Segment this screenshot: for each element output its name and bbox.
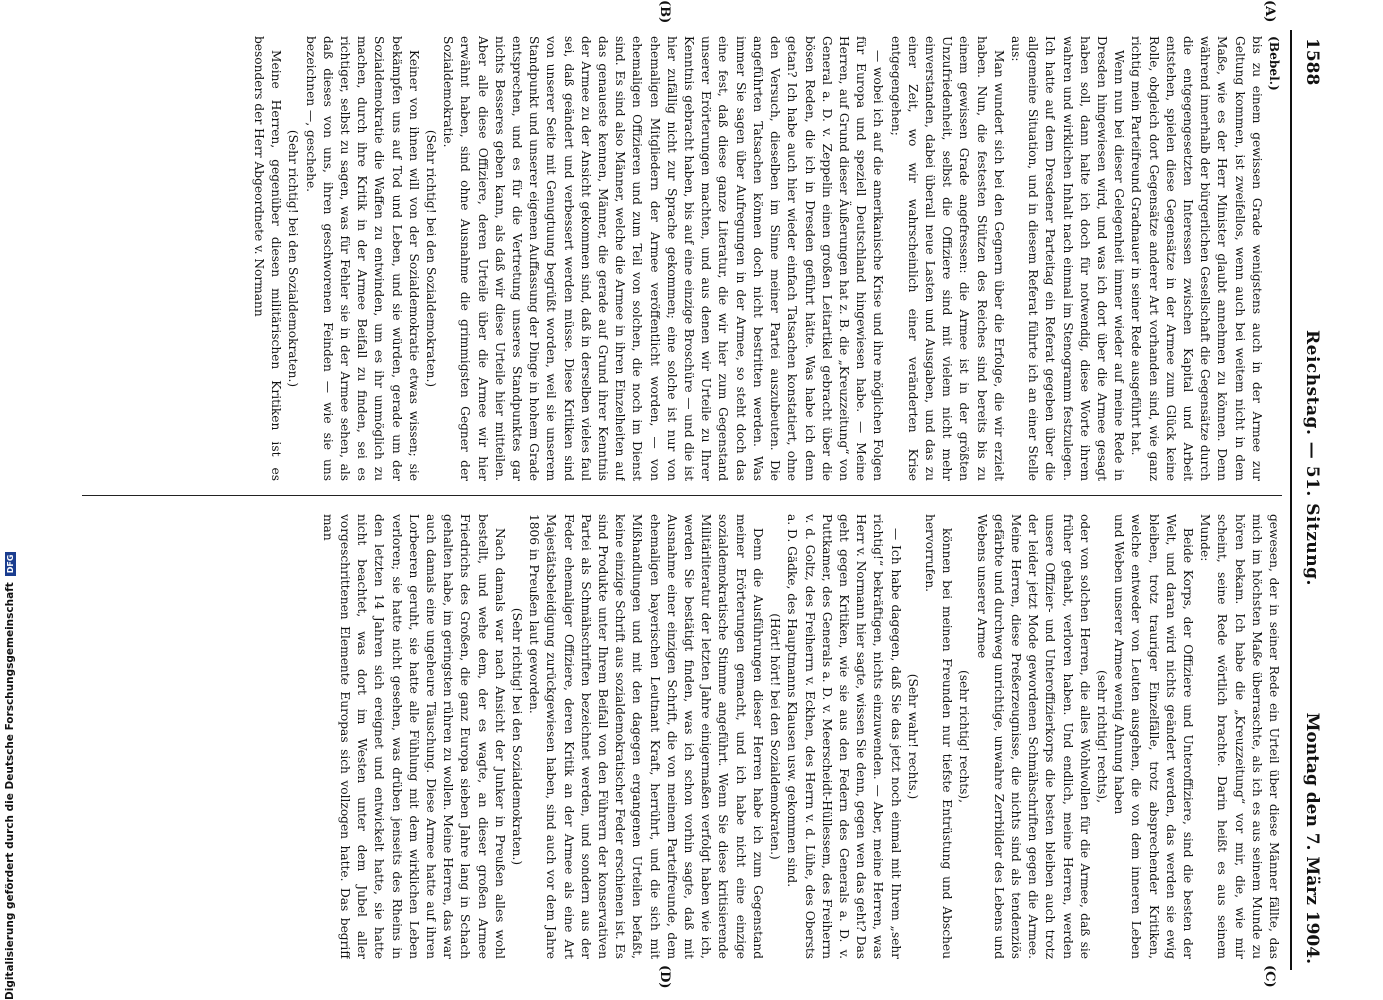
quoted-paragraph: oder von solchen Herren, die alles Wohlwollen für die Armee, daß sie früher gehabt, verloren haben. Und endlich, meine Herren, werden unsere Offizier- und Unteroffizierkorps die besten bleiben auch trotz der leider jetzt Mode gewordenen Schmähschriften gegen die Armee. Meine Herren, diese Preßerzeugnisse, die nichts sind als tendenziös gefärbte und durchweg unrichtige, unwahre Zerrbilder des Lebens und Webens unserer Armee [974, 514, 1092, 959]
interjection: (sehr richtig! rechts), [957, 669, 972, 804]
paragraph: Meine Herren, gegenüber diesen militärischen Kritiken ist es besonders der Herr Abgeordnete v. Normann [252, 36, 284, 481]
column-divider [82, 495, 1282, 496]
interjection: (Sehr richtig! bei den Sozialdemokraten.) [510, 607, 525, 866]
paragraph: Nach damals war nach Ansicht der Junker in Preußen alles wohl bestellt, und wehe dem, der es wagte, an dieser großen Armee Friedrichs des Großen, die ganz Europa sieben Jahre lang in Schach gehalten habe, im geringsten rühren zu wollen. Meine Herren, das war auch damals eine ungeheure Täuschung. Diese Armee hatte auf ihren Lorbeeren geruht, sie hatte alle Fühlung mit dem wirklichen Leben verloren; sie hatte nicht gesehen, was drüben jenseits des Rheins in den letzten 14 Jahren sich ereignet und entwickelt hatte, sie hatte nicht beachtet, was dort im Westen unter dem Jubel aller vorgeschrittenen Elemente Europas sich vollzogen hatte. Das begriff man [320, 514, 507, 959]
page-number: 1588 [1302, 38, 1322, 86]
left-column [72, 36, 1282, 481]
paragraph: Wenn nun bei dieser Gelegenheit immer wieder auf meine Rede in Dresden hingewiesen wird, und was ich dort über die Armee gesagt haben soll, dann halte ich doch für notwendig, diese Worte ihrem wahren und wirklichen Inhalt nach einmal im Stenogramm festzulegen. Ich hatte auf dem Dresdener Parteitag ein Referat gegeben über die allgemeine Situation, und in diesem Referat führte ich an einer Stelle aus: [1008, 36, 1127, 481]
margin-letter-d: (D) [657, 965, 672, 989]
session-title: Reichstag. — 51. Sitzung. [1302, 330, 1322, 586]
paragraph: — Ich habe dagegen, daß Sie das jetzt noch einmal mit Ihrem „sehr richtig!“ bekräftigen, nichts einzuwenden. — Aber, meine Herren, was Herr v. Normann hier sagte, wissen Sie denn, gegen wen das geht? Das geht gegen Kritiken, wie sie aus den Federn des Generals a. D. v. Puttkamer, des Generals a. D. v. Meerscheidt-Hüllessem, des Freiherrn v. d. Goltz, des Freiherrn v. Eckhen, des Herrn v. d. Lühe, des Obersts a. D. Gädke, des Hauptmanns Klausen usw. gekommen sind. [785, 514, 903, 959]
footer-credit-text: Digitalisierung gefördert durch die Deutsche Forschungsgemeinschaft [4, 582, 16, 1000]
quoted-paragraph: können bei meinen Freunden nur tiefste Entrüstung und Abscheu hervorrufen. [922, 514, 955, 959]
paragraph: gewesen, der in seiner Rede ein Urteil über diese Männer fällte, das mich im höchsten Maße überraschte, als ich es aus seinem Munde zu hören bekam. Ich habe die „Kreuzzeitung“ vor mir, die, wie mir scheint, seine Rede wörtlich brachte. Darin heißt es aus seinem Munde: [1198, 514, 1281, 959]
session-date: Montag den 7. März 1904. [1302, 712, 1322, 964]
paragraph: Keiner von ihnen will von der Sozialdemokratie etwas wissen; sie bekämpfen uns auf Tod und Leben, und sie würden, gerade um der Sozialdemokratie die Waffen zu entwinden, um es ihr unmöglich zu machen, durch ihre Kritik in der Armee Beifall zu finden, sei es richtiger, selbst zu sagen, was für Fehler sie in der Armee sehen, als daß dieses von uns, ihren geschworenen Feinden — wie sie uns bezeichnen —, geschehe. [303, 36, 421, 481]
speaker-name: (Bebel.) [1267, 36, 1281, 91]
margin-letter-a: (A) [1262, 0, 1277, 23]
paragraph: — wobei ich auf die amerikanische Krise und ihre möglichen Folgen für Europa und speziell Deutschland hingewiesen habe. — Meine Herren, auf Grund dieser Äußerungen hat z. B. die „Kreuzzeitung“ von General a. D. v. Zeppelin einen großen Leitartikel gebracht über die bösen Reden, die ich in Dresden geführt hätte. Was habe ich denn getan? Ich habe auch hier wieder einfach Tatsachen konstatiert, ohne den Versuch, dieselben im Sinne meiner Partei auszubeuten. Die angeführten Tatsachen können doch nicht bestritten werden. Was immer Sie sagen über Aufregungen in der Armee, so steht doch das eine fest, daß diese ganze Literatur, die wir hier zum Gegenstand unserer Erörterungen machten, und aus denen wir Urteile zu Ihrer Kenntnis gebracht haben, bis auf eine einzige Broschüre — und die ist hier zufällig nicht zur Sprache gekommen; eine solche ist nur von ehemaligen Mitgliedern der Armee veröffentlicht worden, — von ehemaligen Offizieren und zum Teil von solchen, die noch im Dienst sind. Es sind also Männer, welche die Armee in ihren Einzelheiten auf das genaueste kennen, Männer, die gerade auf Grund ihrer Kenntnis der Armee zu der Ansicht gekommen sind, daß in derselben vieles faul sei, daß geändert und verbessert werden müsse. Diese Kritiken sind von unserer Seite mit Genugtuung begrüßt worden, weil sie unserem Standpunkt und unserer eigenen Auffassung der Dinge in hohem Grade entsprechen, und es für die Vertretung unseres Standpunktes gar nichts Besseres geben kann, als daß wir diese Urteile hier mitteilen. Aber alle diese Offiziere, deren Urteile über die Armee wir hier erwähnt haben, sind ohne Ausnahme die grimmigsten Gegner der Sozialdemokratie. [441, 36, 886, 481]
quoted-paragraph: Man wundert sich bei den Gegnern über die Erfolge, die wir erzielt haben. Nun, die festesten Stützen des Reiches sind bereits bis zu einem gewissen Grade angefressen: die Armee ist in der größten Unzufriedenheit, selbst die Offiziere sind mit vielem nicht mehr einverstanden, dabei überall neue Lasten und Ausgaben, und das zu einer Zeit, wo wir wahrscheinlich einer veränderten Krise entgegengehen; [888, 36, 1006, 481]
interjection: (Hört! hört! bei den Sozialdemokraten.) [768, 613, 783, 860]
quoted-paragraph: Beide Korps, der Offiziere und Unteroffiziere, sind die besten der Welt, und daran wird nichts geändert werden, das werden sie ewig bleiben, trotz trauriger Einzelfälle, trotz absprechender Kritiken, welche entweder von Leuten ausgehen, die von dem inneren Leben und Weben unserer Armee wenig Ahnung haben [1112, 514, 1195, 959]
interjection: (Sehr richtig! bei den Sozialdemokraten.) [286, 129, 301, 388]
interjection: (sehr richtig! rechts), [1094, 669, 1109, 804]
header-rule [1290, 30, 1292, 970]
interjection: (Sehr wahr! rechts.) [905, 673, 920, 800]
margin-letter-b: (B) [657, 0, 672, 24]
margin-letter-c: (C) [1262, 965, 1277, 988]
paragraph: bis zu einem gewissen Grade wenigstens auch in der Armee zur Geltung kommen, ist zweifellos, wenn auch bei weitem nicht in dem Maße, wie es der Herr Minister glaubt annehmen zu können. Denn während innerhalb der bürgerlichen Gesellschaft die Gegensätze durch die entgegengesetzten Interessen zwischen Kapital und Arbeit entstehen, spielen diese Gegensätze in der Armee zum Glück keine Rolle, obgleich dort Gegensätze anderer Art vorhanden sind, wie ganz richtig mein Parteifreund Gradnauer in seiner Rede ausgeführt hat. [1129, 36, 1264, 481]
dfg-logo: DFG [5, 552, 16, 577]
right-column [72, 514, 1282, 959]
interjection: (Sehr richtig! bei den Sozialdemokraten.) [424, 129, 439, 388]
paragraph: Denn die Ausführungen dieser Herren habe ich zum Gegenstand meiner Erörterungen gemacht, und ich habe nicht eine einzige sozialdemokratische Stimme angeführt. Wenn Sie diese kritisierende Militärliteratur der letzten Jahre einigermaßen verfolgt haben wie ich, werden Sie bestätigt finden, was ich schon vorhin sagte, daß mit Ausnahme einer einzigen Schrift, die von meinem Parteifreunde, dem ehemaligen bayerischen Leutnant Kraft, herrührt, und die sich mit Mißhandlungen und mit den dagegen ergangenen Urteilen befaßt, keine einzige Schrift aus sozialdemokratischer Feder erschienen ist. Es sind Produkte unter Ihrem Beifall von den Führern der konservativen Partei als Schmähschriften bezeichnet werden, und sondern aus der Feder ehemaliger Offiziere, deren Kritik an der Armee als eine Art Majestätsbeleidigung zurückgewiesen haben, sind auch vor dem Jahre 1806 in Preußen laut geworden. [527, 514, 765, 959]
footer-credit [4, 0, 18, 1000]
newspaper-page [67, 0, 1332, 989]
page-header [1292, 30, 1332, 970]
